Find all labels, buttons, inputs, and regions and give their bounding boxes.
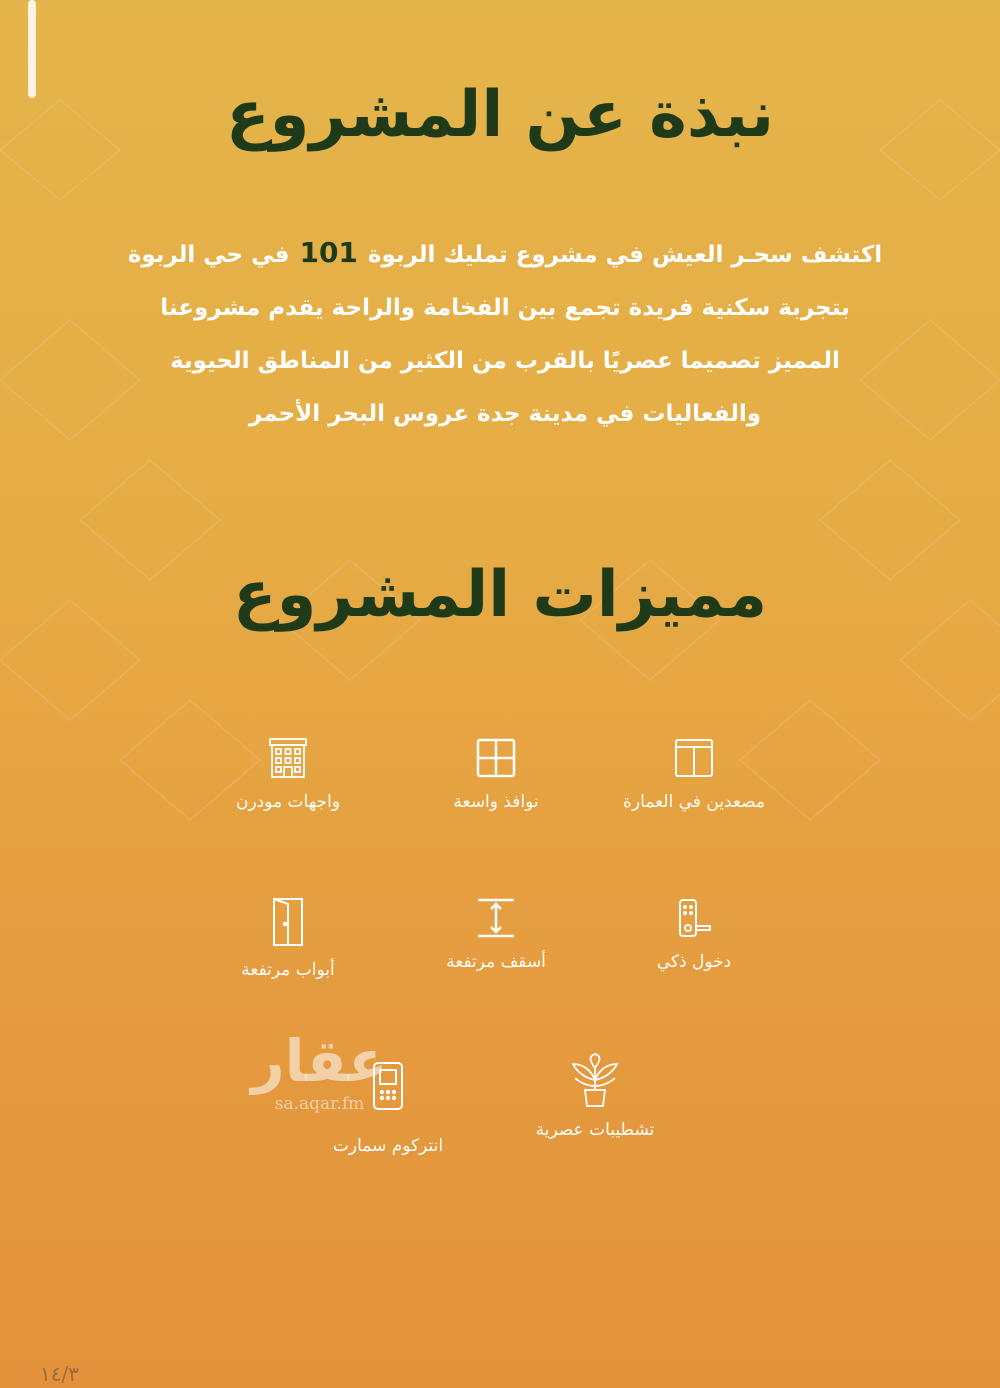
- feature-high-ceilings: [396, 896, 596, 972]
- building-icon: [266, 736, 310, 780]
- about-line-2: بتجربة سكنية فريدة تجمع بين الفخامة والراحة يقدم مشروعنا: [160, 295, 850, 321]
- feature-label: واجهات مودرن: [235, 792, 341, 812]
- feature-high-doors: [188, 896, 388, 980]
- about-description: [120, 226, 890, 441]
- feature-facades: [188, 736, 388, 812]
- page-number: ١٤/٣: [40, 1362, 79, 1386]
- feature-smart-entry: [594, 896, 794, 972]
- watermark-brand: عقار: [251, 1027, 388, 1095]
- feature-windows: [396, 736, 596, 812]
- feature-label: دخول ذكي: [656, 952, 732, 972]
- feature-label: مصعدين في العمارة: [623, 792, 765, 812]
- features-title: مميزات المشروع: [232, 558, 768, 632]
- aqar-watermark: [232, 1028, 407, 1114]
- about-line-1-start: اكتشف سحـر العيش في مشروع تمليك الربوة: [367, 242, 883, 268]
- about-line-1: [120, 226, 890, 282]
- plant-icon: [565, 1052, 625, 1108]
- about-line-3: المميز تصميما عصريًا بالقرب من الكثير من المناطق الحيوية: [170, 348, 840, 374]
- feature-label: أسقف مرتفعة: [446, 952, 546, 972]
- feature-label: أبواب مرتفعة: [241, 960, 335, 980]
- feature-label: تشطيبات عصرية: [535, 1120, 655, 1140]
- about-line-1-end: في حي الربوة: [127, 242, 290, 268]
- about-title: نبذة عن المشروع: [225, 78, 775, 152]
- smart-lock-icon: [672, 896, 716, 940]
- about-line-4: والفعاليات في مدينة جدة عروس البحر الأحمر: [248, 401, 762, 427]
- feature-elevators: [594, 736, 794, 812]
- door-icon: [266, 896, 310, 948]
- window-icon: [474, 736, 518, 780]
- watermark-domain: sa.aqar.fm: [274, 1094, 365, 1114]
- feature-label: نوافذ واسعة: [453, 792, 539, 812]
- feature-label: انتركوم سمارت: [332, 1136, 444, 1156]
- feature-finishes: [495, 1052, 695, 1140]
- elevator-icon: [672, 736, 716, 780]
- project-number: 101: [299, 236, 358, 269]
- ceiling-height-icon: [474, 896, 518, 940]
